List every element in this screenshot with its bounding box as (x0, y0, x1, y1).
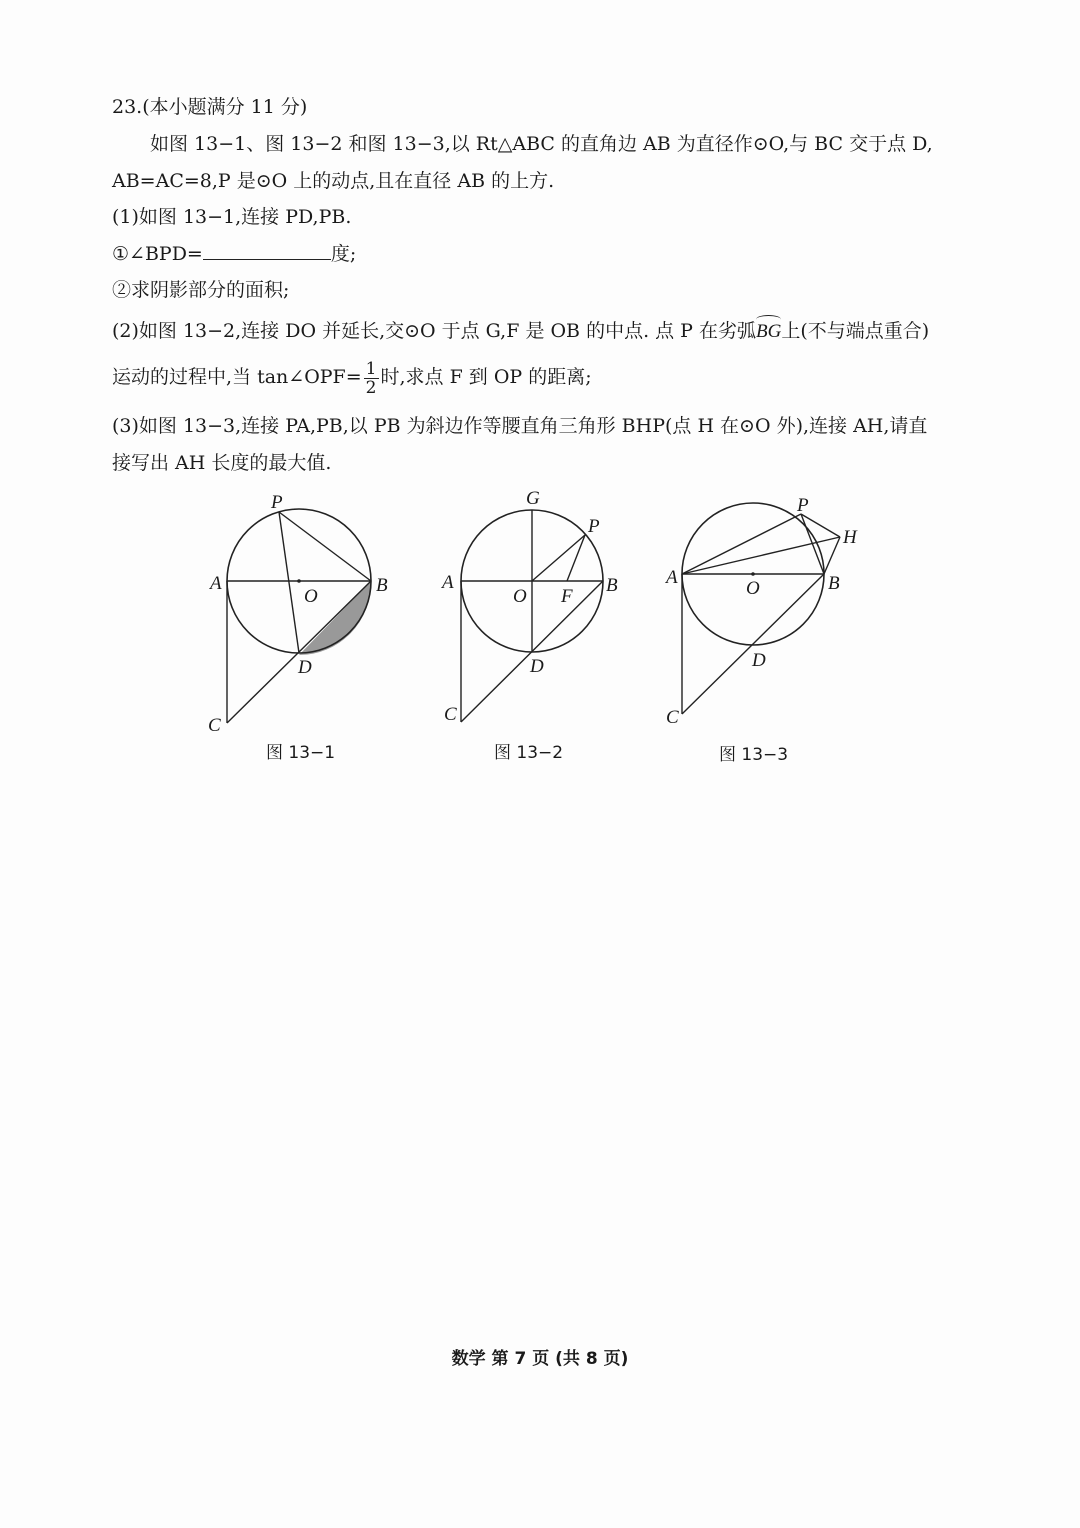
caption-13-2: 图 13−2 (494, 743, 564, 763)
part2-text-d: 时,求点 F 到 OP 的距离; (380, 366, 592, 388)
segment-pb-3 (801, 514, 824, 574)
caption-13-3: 图 13−3 (719, 745, 789, 765)
part1-statement: (1)如图 13−1,连接 PD,PB. (112, 206, 352, 228)
label-p-3: P (797, 495, 809, 516)
page-footer: 数学 第 7 页 (共 8 页) (451, 1349, 629, 1369)
fraction-numerator: 1 (365, 358, 377, 379)
part3-line-2: 接写出 AH 长度的最大值. (112, 452, 332, 474)
label-c-2: C (444, 704, 457, 725)
segment-ph-3 (801, 514, 840, 537)
caption-13-1: 图 13−1 (266, 743, 336, 763)
problem-header: 23.(本小题满分 11 分) (112, 96, 308, 118)
label-b-3: B (828, 573, 840, 594)
intro-line-1: 如图 13−1、图 13−2 和图 13−3,以 Rt△ABC 的直角边 AB 为直径作⊙O,与 BC 交于点 D, (150, 133, 933, 155)
q1-suffix: 度; (330, 243, 357, 265)
segment-pa-3 (682, 514, 801, 574)
label-a-3: A (666, 567, 678, 588)
label-c-3: C (666, 707, 679, 728)
label-o-2: O (513, 586, 527, 607)
part2-text-c: 运动的过程中,当 tan∠OPF= (112, 366, 362, 388)
label-p-2: P (588, 516, 600, 537)
label-c-1: C (208, 715, 221, 736)
label-p-1: P (271, 492, 283, 513)
label-g-2: G (526, 488, 540, 509)
label-o-3: O (746, 578, 760, 599)
part2-text-a: (2)如图 13−2,连接 DO 并延长,交⊙O 于点 G,F 是 OB 的中点. 点 P 在劣弧 (112, 320, 757, 342)
part3-line-1: (3)如图 13−3,连接 PA,PB,以 PB 为斜边作等腰直角三角形 BHP(点 H 在⊙O 外),连接 AH,请直 (112, 415, 928, 437)
arc-bg: BG (756, 319, 781, 345)
label-d-3: D (752, 650, 766, 671)
fraction-denominator: 2 (365, 377, 377, 398)
label-d-1: D (298, 657, 312, 678)
label-o-1: O (304, 586, 318, 607)
label-b-2: B (606, 575, 618, 596)
label-f-2: F (561, 586, 573, 607)
label-b-1: B (376, 575, 388, 596)
part1-question2: ②求阴影部分的面积; (112, 279, 290, 301)
part2-text-b: 上(不与端点重合) (781, 320, 930, 342)
segment-hb-3 (824, 537, 840, 574)
q1-prefix: ①∠BPD= (112, 243, 203, 265)
center-dot-3 (751, 572, 755, 576)
label-a-1: A (210, 573, 222, 594)
label-d-2: D (530, 656, 544, 677)
intro-line-2: AB=AC=8,P 是⊙O 上的动点,且在直径 AB 的上方. (112, 170, 555, 192)
label-a-2: A (442, 572, 454, 593)
label-h-3: H (843, 527, 857, 548)
